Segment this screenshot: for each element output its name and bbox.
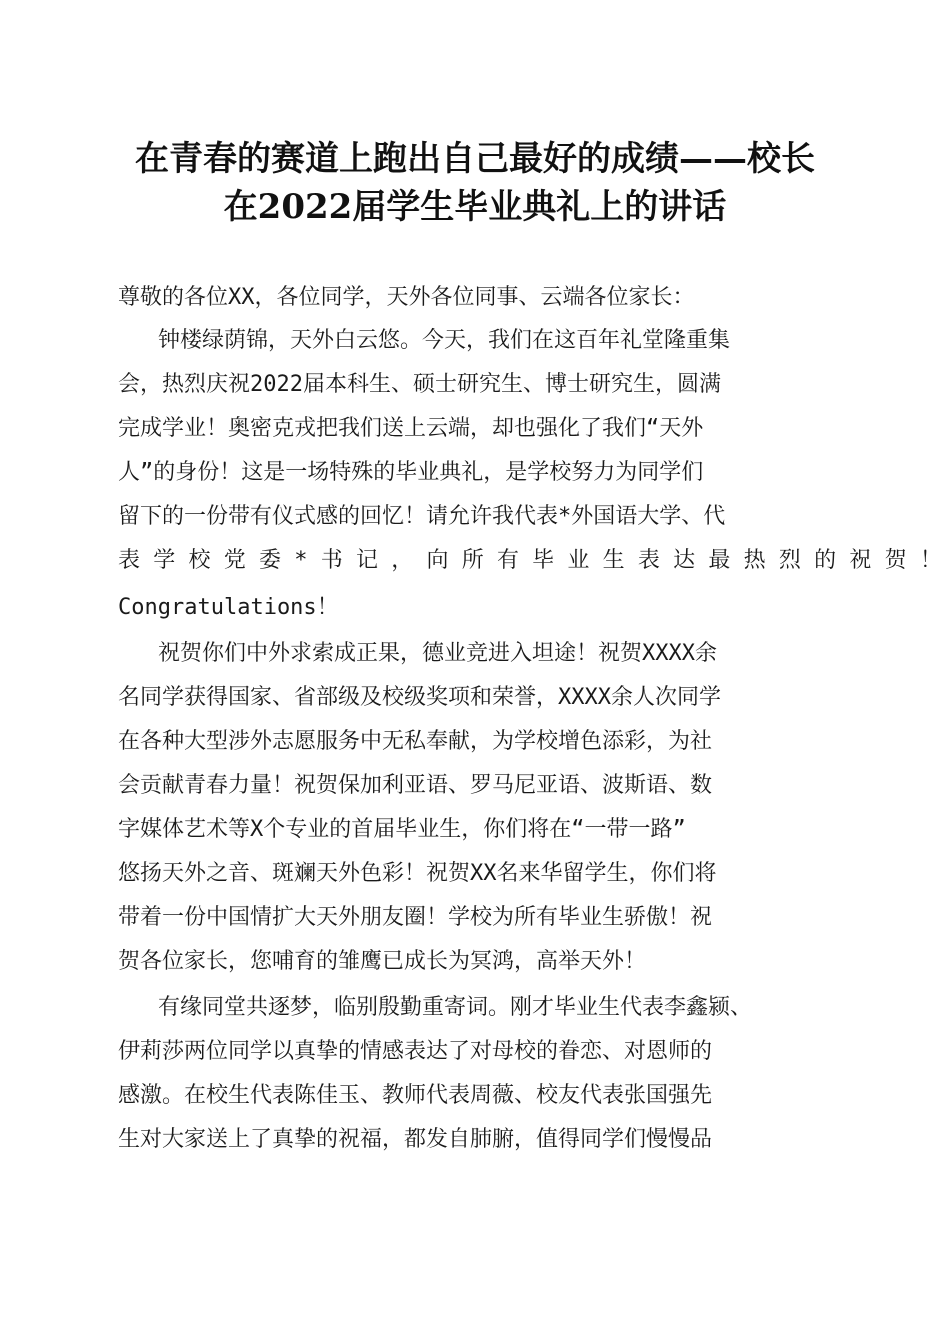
paragraph-2-line-4: 会贡献青春力量！祝贺保加利亚语、罗马尼亚语、波斯语、数	[118, 773, 713, 798]
paragraph-1-line-2: 会，热烈庆祝2022届本科生、硕士研究生、博士研究生，圆满	[118, 372, 721, 397]
paragraph-3-line-2: 伊莉莎两位同学以真挚的情感表达了对母校的眷恋、对恩师的	[118, 1039, 713, 1064]
paragraph-1-line-6: 表 学 校 党 委 * 书 记 ， 向 所 有 毕 业 生 表 达 最 热 烈 的 祝 贺 ！	[118, 548, 942, 573]
paragraph-3-line-3: 感激。在校生代表陈佳玉、教师代表周薇、校友代表张国强先	[118, 1083, 713, 1108]
paragraph-1-line-7: Congratulations！	[118, 595, 339, 620]
paragraph-1-line-3: 完成学业！奥密克戎把我们送上云端，却也强化了我们“天外	[118, 416, 704, 441]
paragraph-2-line-5: 字媒体艺术等X个专业的首届毕业生，你们将在“一带一路”	[118, 817, 686, 842]
paragraph-1-line-4: 人”的身份！这是一场特殊的毕业典礼，是学校努力为同学们	[118, 460, 704, 485]
paragraph-2-line-3: 在各种大型涉外志愿服务中无私奉献，为学校增色添彩，为社	[118, 729, 713, 754]
paragraph-2-line-2: 名同学获得国家、省部级及校级奖项和荣誉，XXXX余人次同学	[118, 685, 721, 710]
paragraph-2-line-7: 带着一份中国情扩大天外朋友圈！学校为所有毕业生骄傲！祝	[118, 905, 713, 930]
paragraph-1-line-1: 钟楼绿荫锦，天外白云悠。今天，我们在这百年礼堂隆重集	[158, 328, 731, 353]
paragraph-2-line-6: 悠扬天外之音、斑斓天外色彩！祝贺XX名来华留学生，你们将	[118, 861, 717, 886]
salutation-line: 尊敬的各位XX，各位同学，天外各位同事、云端各位家长：	[118, 285, 695, 310]
paragraph-1-line-5: 留下的一份带有仪式感的回忆！请允许我代表*外国语大学、代	[118, 504, 726, 529]
document-title-line-1: 在青春的赛道上跑出自己最好的成绩——校长	[135, 139, 815, 179]
paragraph-3-line-4: 生对大家送上了真挚的祝福，都发自肺腑，值得同学们慢慢品	[118, 1127, 713, 1152]
document-title-line-2: 在2022届学生毕业典礼上的讲话	[223, 187, 727, 227]
paragraph-2-line-1: 祝贺你们中外求索成正果，德业竞进入坦途！祝贺XXXX余	[158, 641, 717, 666]
paragraph-2-line-8: 贺各位家长，您哺育的雏鹰已成长为冥鸿，高举天外！	[118, 949, 647, 974]
paragraph-3-line-1: 有缘同堂共逐梦，临别殷勤重寄词。刚才毕业生代表李鑫颍、	[158, 995, 753, 1020]
